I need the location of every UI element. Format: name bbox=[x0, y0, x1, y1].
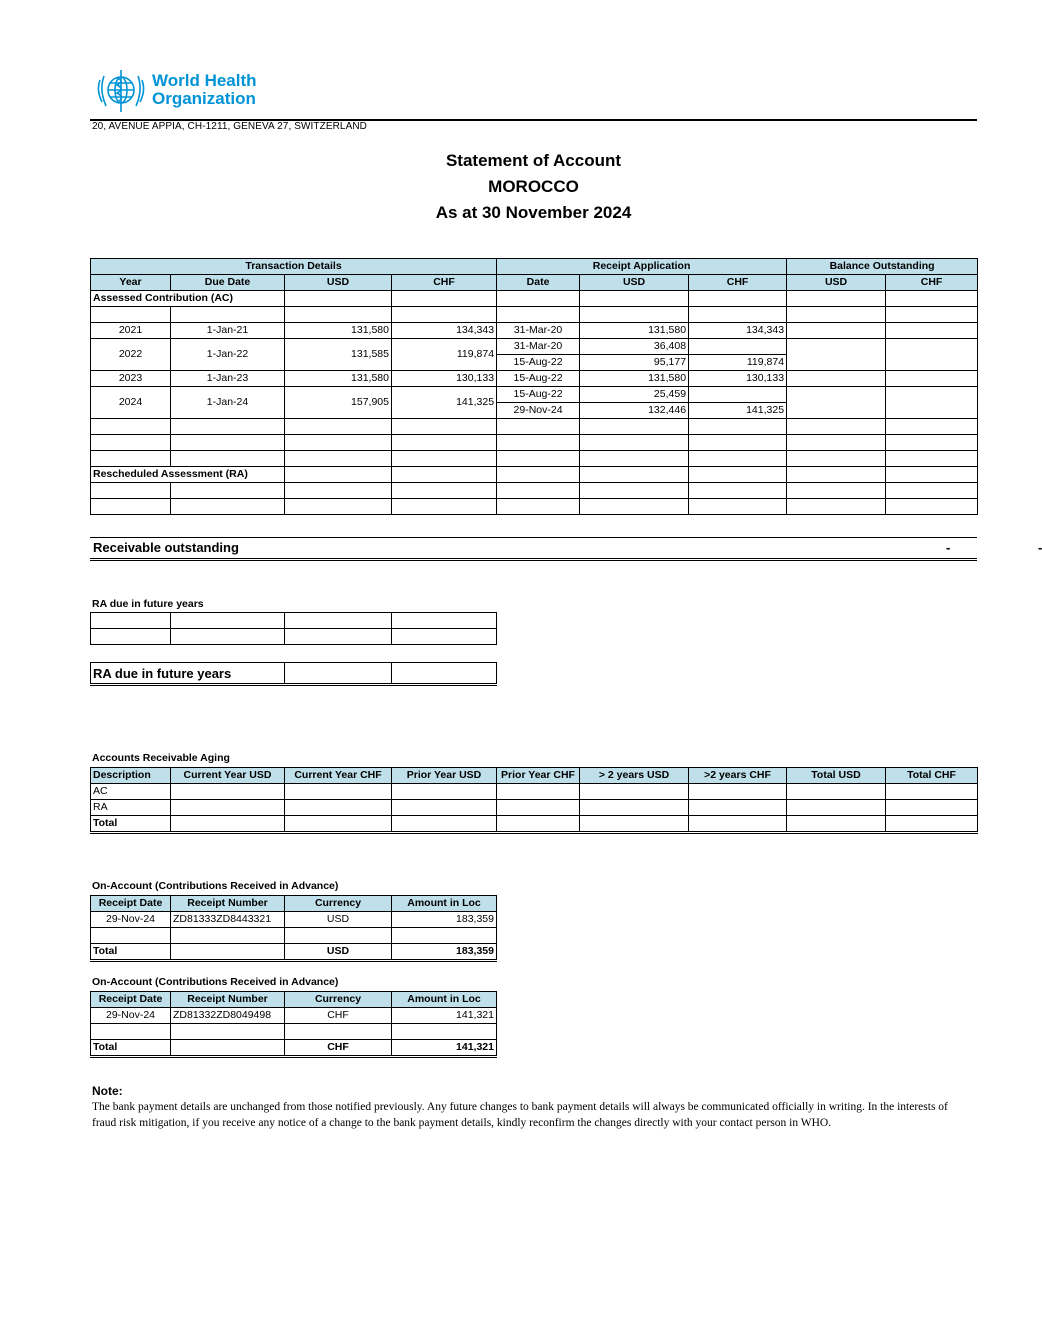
col-header-balance-chf: CHF bbox=[886, 275, 978, 291]
cell-receipt-usd: 95,177 bbox=[580, 355, 689, 371]
total-row bbox=[91, 944, 497, 961]
col-header-amount: Amount in Loc bbox=[392, 896, 497, 912]
cell-due-date: 1-Jan-22 bbox=[171, 339, 285, 371]
col-header-receipt-date: Receipt Date bbox=[91, 992, 171, 1008]
table-row bbox=[91, 1008, 497, 1024]
col-header-receipt-number: Receipt Number bbox=[171, 992, 285, 1008]
col-header-balance-usd: USD bbox=[787, 275, 886, 291]
col-header-chf: CHF bbox=[392, 275, 497, 291]
col-header-receipt-chf: CHF bbox=[689, 275, 787, 291]
page-title: Statement of Account bbox=[445, 151, 622, 170]
group-header-balance: Balance Outstanding bbox=[787, 259, 978, 275]
total-label: Total bbox=[91, 944, 171, 961]
aging-header-current-usd: Current Year USD bbox=[171, 768, 285, 784]
aging-row-label: Total bbox=[91, 816, 171, 833]
total-row bbox=[91, 1040, 497, 1057]
cell-amount: 141,321 bbox=[392, 1008, 497, 1024]
cell-due-date: 1-Jan-21 bbox=[171, 323, 285, 339]
cell-chf: 141,325 bbox=[392, 387, 497, 419]
cell-chf: 130,133 bbox=[392, 371, 497, 387]
receivable-chf: - bbox=[1038, 540, 1042, 555]
col-header-receipt-usd: USD bbox=[580, 275, 689, 291]
statement-table bbox=[90, 258, 978, 515]
org-name-line1: World Health bbox=[152, 71, 257, 90]
aging-header-2y-usd: > 2 years USD bbox=[580, 768, 689, 784]
table-row bbox=[91, 800, 978, 816]
cell-receipt-number: ZD81332ZD8049498 bbox=[171, 1008, 285, 1024]
table-row bbox=[91, 371, 978, 387]
cell-receipt-date: 15-Aug-22 bbox=[497, 371, 580, 387]
cell-usd: 157,905 bbox=[285, 387, 392, 419]
aging-header-total-chf: Total CHF bbox=[886, 768, 978, 784]
aging-header-prior-chf: Prior Year CHF bbox=[497, 768, 580, 784]
cell-year: 2024 bbox=[91, 387, 171, 419]
section-label-ac: Assessed Contribution (AC) bbox=[91, 291, 285, 307]
cell-receipt-chf: 130,133 bbox=[689, 371, 787, 387]
cell-receipt-usd: 131,580 bbox=[580, 323, 689, 339]
aging-header-description: Description bbox=[91, 768, 171, 784]
date-title: As at 30 November 2024 bbox=[435, 203, 632, 222]
aging-table bbox=[90, 767, 978, 834]
who-logo bbox=[90, 66, 266, 114]
total-currency: USD bbox=[285, 944, 392, 961]
address: 20, AVENUE APPIA, CH-1211, GENEVA 27, SWITZERLAND bbox=[92, 121, 367, 132]
aging-row-label: AC bbox=[91, 784, 171, 800]
col-header-usd: USD bbox=[285, 275, 392, 291]
col-header-amount: Amount in Loc bbox=[392, 992, 497, 1008]
on-account-chf-caption: On-Account (Contributions Received in Advance) bbox=[92, 976, 339, 988]
section-row-ra bbox=[91, 467, 978, 483]
aging-header-prior-usd: Prior Year USD bbox=[392, 768, 497, 784]
cell-receipt-chf: 134,343 bbox=[689, 323, 787, 339]
ra-future-total-label: RA due in future years bbox=[91, 663, 285, 685]
cell-receipt-chf: 119,874 bbox=[689, 355, 787, 371]
on-account-usd-caption: On-Account (Contributions Received in Advance) bbox=[92, 880, 339, 892]
ra-future-caption: RA due in future years bbox=[92, 598, 204, 610]
cell-currency: CHF bbox=[285, 1008, 392, 1024]
country-title: MOROCCO bbox=[488, 177, 579, 196]
cell-receipt-usd: 131,580 bbox=[580, 371, 689, 387]
table-row bbox=[91, 387, 978, 403]
col-header-currency: Currency bbox=[285, 896, 392, 912]
total-label: Total bbox=[91, 1040, 171, 1057]
col-header-currency: Currency bbox=[285, 992, 392, 1008]
cell-usd: 131,585 bbox=[285, 339, 392, 371]
col-header-due-date: Due Date bbox=[171, 275, 285, 291]
cell-receipt-date: 15-Aug-22 bbox=[497, 387, 580, 403]
col-header-date: Date bbox=[497, 275, 580, 291]
cell-receipt-chf bbox=[689, 339, 787, 355]
total-amount: 141,321 bbox=[392, 1040, 497, 1057]
ra-future-table bbox=[90, 612, 497, 645]
cell-currency: USD bbox=[285, 912, 392, 928]
group-header-transaction: Transaction Details bbox=[91, 259, 497, 275]
cell-receipt-number: ZD81333ZD8443321 bbox=[171, 912, 285, 928]
cell-chf: 119,874 bbox=[392, 339, 497, 371]
note-title: Note: bbox=[92, 1084, 123, 1098]
group-header-receipt: Receipt Application bbox=[497, 259, 787, 275]
total-amount: 183,359 bbox=[392, 944, 497, 961]
total-currency: CHF bbox=[285, 1040, 392, 1057]
table-row bbox=[91, 784, 978, 800]
cell-receipt-date: 15-Aug-22 bbox=[497, 355, 580, 371]
cell-due-date: 1-Jan-23 bbox=[171, 371, 285, 387]
cell-chf: 134,343 bbox=[392, 323, 497, 339]
cell-receipt-usd: 132,446 bbox=[580, 403, 689, 419]
table-row bbox=[91, 323, 978, 339]
cell-usd: 131,580 bbox=[285, 371, 392, 387]
note-text: The bank payment details are unchanged from those notified previously. Any future changes to bank payment details will always be communicated officially in writing. In the interests of fraud risk mitigation, if you receive any notice of a change to the bank payment details, kindly reconfirm the changes directly with your contact person in WHO. bbox=[92, 1101, 948, 1129]
cell-year: 2023 bbox=[91, 371, 171, 387]
cell-receipt-date: 29-Nov-24 bbox=[497, 403, 580, 419]
section-label-ra: Rescheduled Assessment (RA) bbox=[91, 467, 285, 483]
ra-future-total-table bbox=[90, 662, 497, 686]
section-row-ac bbox=[91, 291, 978, 307]
aging-header-2y-chf: >2 years CHF bbox=[689, 768, 787, 784]
on-account-chf-table bbox=[90, 991, 497, 1058]
aging-header-current-chf: Current Year CHF bbox=[285, 768, 392, 784]
table-row bbox=[91, 816, 978, 833]
aging-row-label: RA bbox=[91, 800, 171, 816]
cell-receipt-usd: 25,459 bbox=[580, 387, 689, 403]
cell-amount: 183,359 bbox=[392, 912, 497, 928]
cell-receipt-date: 31-Mar-20 bbox=[497, 323, 580, 339]
aging-header-total-usd: Total USD bbox=[787, 768, 886, 784]
receivable-usd: - bbox=[946, 540, 951, 555]
table-row bbox=[91, 912, 497, 928]
cell-receipt-date: 29-Nov-24 bbox=[91, 1008, 171, 1024]
col-header-year: Year bbox=[91, 275, 171, 291]
on-account-usd-table bbox=[90, 895, 497, 962]
cell-receipt-usd: 36,408 bbox=[580, 339, 689, 355]
cell-year: 2021 bbox=[91, 323, 171, 339]
cell-year: 2022 bbox=[91, 339, 171, 371]
cell-usd: 131,580 bbox=[285, 323, 392, 339]
cell-receipt-chf: 141,325 bbox=[689, 403, 787, 419]
cell-receipt-date: 29-Nov-24 bbox=[91, 912, 171, 928]
cell-due-date: 1-Jan-24 bbox=[171, 387, 285, 419]
col-header-receipt-number: Receipt Number bbox=[171, 896, 285, 912]
org-name-line2: Organization bbox=[152, 89, 256, 108]
cell-receipt-chf bbox=[689, 387, 787, 403]
cell-receipt-date: 31-Mar-20 bbox=[497, 339, 580, 355]
receivable-outstanding-label: Receivable outstanding bbox=[93, 540, 239, 555]
receivable-outstanding-row bbox=[90, 537, 1042, 561]
aging-caption: Accounts Receivable Aging bbox=[92, 752, 230, 764]
col-header-receipt-date: Receipt Date bbox=[91, 896, 171, 912]
table-row bbox=[91, 339, 978, 355]
